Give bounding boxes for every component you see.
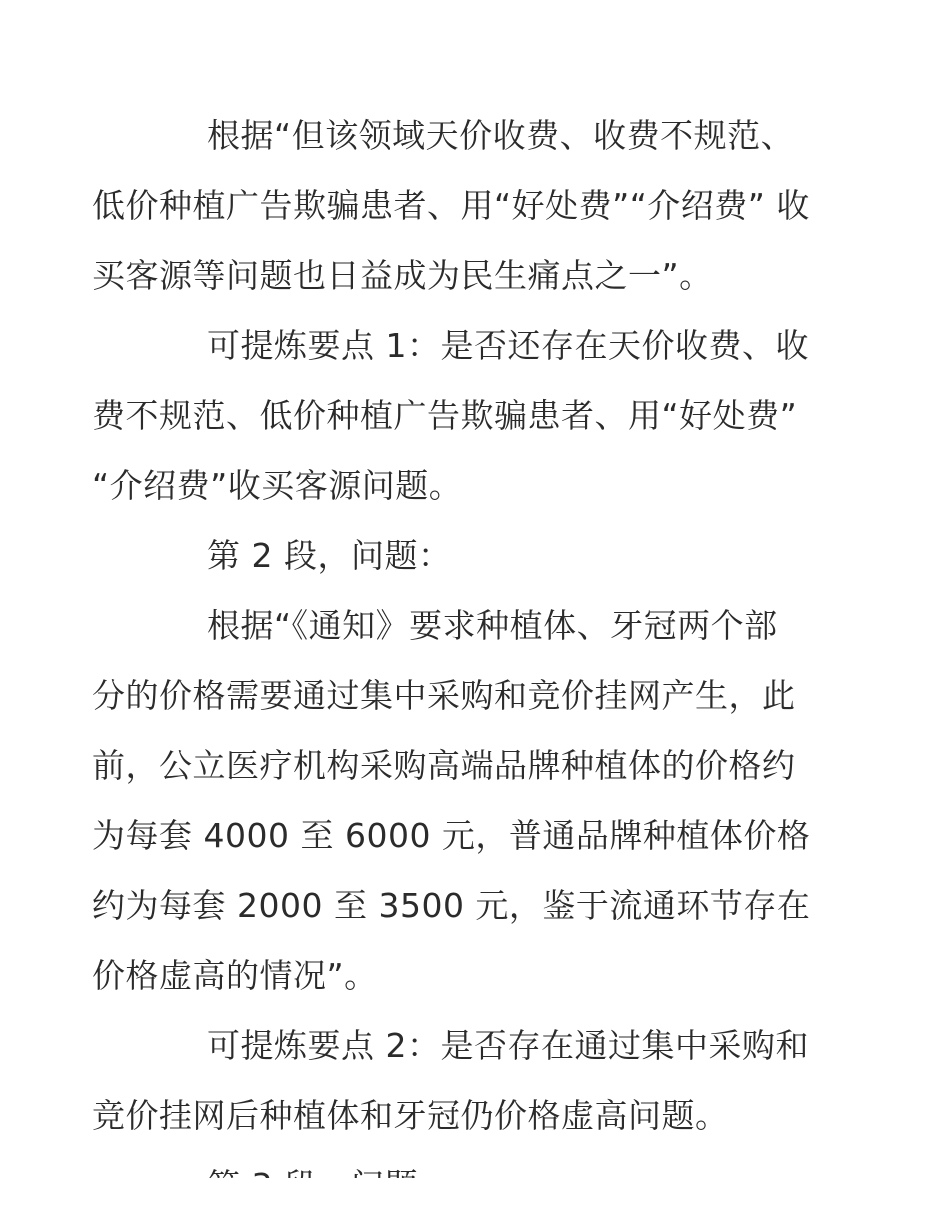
key-point-2-line-1: 可提炼要点 2：是否存在通过集中采购和 xyxy=(207,1026,809,1065)
key-point-1-line-3: “介绍费”收买客源问题。 xyxy=(92,466,463,505)
paragraph-1-line-3: 买客源等问题也日益成为民生痛点之一”。 xyxy=(92,256,713,295)
section-2-heading: 第 2 段，问题： xyxy=(207,536,452,575)
key-point-2-line-2: 竞价挂网后种植体和牙冠仍价格虚高问题。 xyxy=(92,1096,729,1135)
paragraph-2-line-2: 分的价格需要通过集中采购和竞价挂网产生，此 xyxy=(92,676,796,715)
paragraph-2-line-5: 约为每套 2000 至 3500 元，鉴于流通环节存在 xyxy=(92,886,811,925)
paragraph-1-line-2: 低价种植广告欺骗患者、用“好处费”“介绍费” 收 xyxy=(92,186,810,225)
paragraph-1-line-1: 根据“但该领域天价收费、收费不规范、 xyxy=(207,116,795,155)
page-cutoff-mask xyxy=(0,1178,950,1230)
key-point-1-line-2: 费不规范、低价种植广告欺骗患者、用“好处费” xyxy=(92,396,798,435)
paragraph-2-line-6: 价格虚高的情况”。 xyxy=(92,956,378,995)
paragraph-2-line-4: 为每套 4000 至 6000 元，普通品牌种植体价格 xyxy=(92,816,811,855)
paragraph-2-line-1: 根据“《通知》要求种植体、牙冠两个部 xyxy=(207,606,778,645)
key-point-1-line-1: 可提炼要点 1：是否还存在天价收费、收 xyxy=(207,326,809,365)
paragraph-2-line-3: 前，公立医疗机构采购高端品牌种植体的价格约 xyxy=(92,746,796,785)
